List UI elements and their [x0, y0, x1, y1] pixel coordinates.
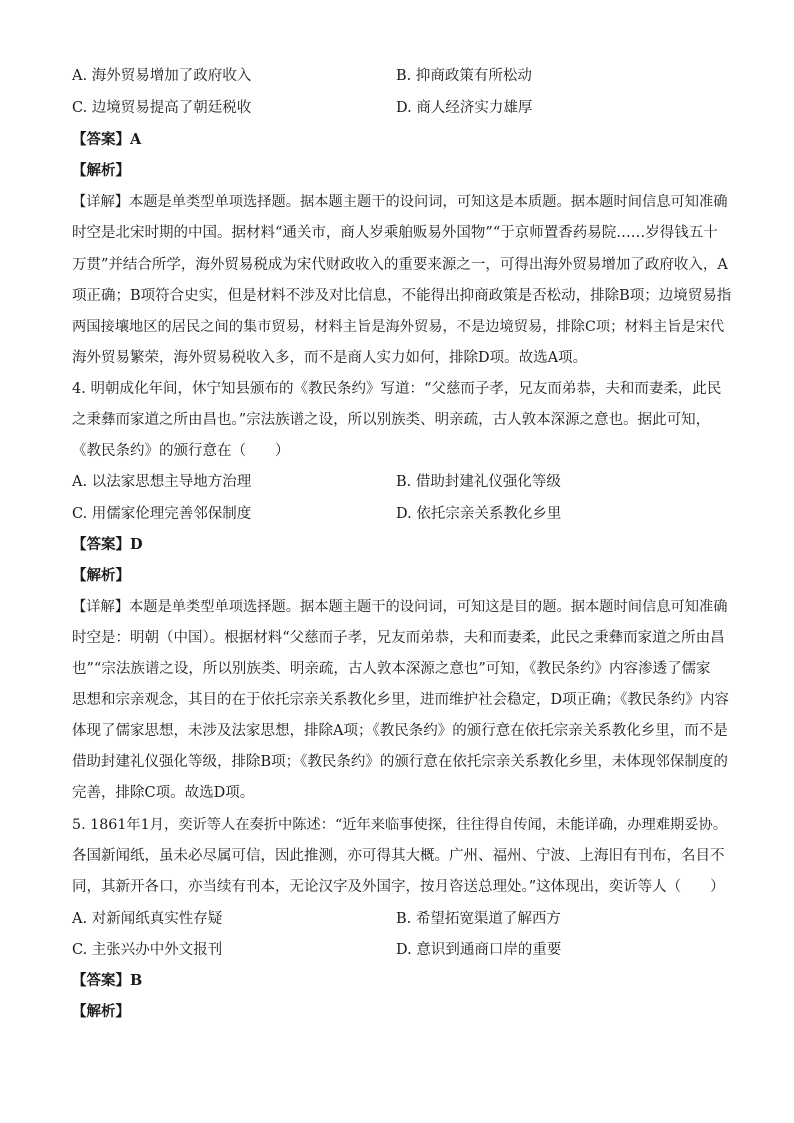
q3-option-b: B. 抑商政策有所松动 [396, 68, 532, 84]
q4-detail-line: 时空是：明朝（中国）。根据材料“父慈而子孝，兄友而弟恭，夫和而妻柔，此民之秉彝而家道之所由昌 [72, 630, 725, 646]
q3-detail-line: 万贯”并结合所学，海外贸易税成为宋代财政收入的重要来源之一，可得出海外贸易增加了政府收入，A [72, 257, 728, 273]
q5-option-a: A. 对新闻纸真实性存疑 [72, 911, 223, 927]
q4-detail-line: 也”“宗法族谱之设，所以别族类、明亲疏，古人敦本深源之意也”可知，《教民条约》内容渗透了儒家 [72, 661, 711, 677]
q4-stem-line: 4. 明朝成化年间，休宁知县颁布的《教民条约》写道：“父慈而子孝，兄友而弟恭，夫和而妻柔，此民 [72, 381, 722, 397]
q4-stem-line: 《教民条约》的颁行意在（ ） [72, 443, 290, 459]
q3-option-a: A. 海外贸易增加了政府收入 [72, 68, 252, 84]
q4-option-d: D. 依托宗亲关系教化乡里 [396, 506, 562, 522]
q5-option-d: D. 意识到通商口岸的重要 [396, 942, 562, 958]
q3-analysis-label: 【解析】 [72, 162, 130, 179]
q4-answer: 【答案】D [72, 536, 143, 553]
q5-answer: 【答案】B [72, 972, 143, 989]
q5-option-c: C. 主张兴办中外文报刊 [72, 942, 223, 958]
q3-detail-line: 海外贸易繁荣，海外贸易税收入多，而不是商人实力如何，排除D项。故选A项。 [72, 350, 588, 366]
q4-option-c: C. 用儒家伦理完善邻保制度 [72, 506, 252, 522]
q3-detail-line: 时空是北宋时期的中国。据材料“通关市，商人岁乘舶贩易外国物”“于京师置香药易院……岁得钱五十 [72, 225, 718, 241]
q5-stem-line: 各国新闻纸，虽未必尽属可信，因此推测，亦可得其大概。广州、福州、宁波、上海旧有刊布，名目不 [72, 848, 725, 864]
q5-analysis-label: 【解析】 [72, 1003, 130, 1020]
q4-analysis-label: 【解析】 [72, 567, 130, 584]
q4-option-b: B. 借助封建礼仪强化等级 [396, 474, 561, 490]
q3-detail-line: 项正确；B项符合史实，但是材料不涉及对比信息，不能得出抑商政策是否松动，排除B项；边境贸易指 [72, 288, 732, 304]
q4-stem-line: 之秉彝而家道之所由昌也。”宗法族谱之设，所以别族类、明亲疏，古人敦本深源之意也。据此可知， [72, 412, 711, 428]
q4-detail-line: 【详解】本题是单类型单项选择题。据本题主题干的设问词，可知这是目的题。据本题时间信息可知准确 [72, 599, 728, 615]
q4-detail-line: 借助封建礼仪强化等级，排除B项；《教民条约》的颁行意在依托宗亲关系教化乡里，未体现邻保制度的 [72, 754, 728, 770]
q3-detail-line: 【详解】本题是单类型单项选择题。据本题主题干的设问词，可知这是本质题。据本题时间信息可知准确 [72, 194, 728, 210]
q4-detail-line: 思想和宗亲观念，其目的在于依托宗亲关系教化乡里，进而维护社会稳定，D项正确；《教民条约》内容 [72, 692, 729, 708]
q5-stem-line: 同，其新开各口，亦当续有刊本，无论汉字及外国字，按月咨送总理处。”这体现出，奕䜣等人（ ） [72, 879, 725, 895]
q3-option-c: C. 边境贸易提高了朝廷税收 [72, 100, 252, 116]
q4-detail-line: 体现了儒家思想，未涉及法家思想，排除A项；《教民条约》的颁行意在依托宗亲关系教化乡里，而不是 [72, 723, 728, 739]
q4-detail-line: 完善，排除C项。故选D项。 [72, 785, 255, 801]
q3-answer: 【答案】A [72, 131, 142, 148]
q4-option-a: A. 以法家思想主导地方治理 [72, 474, 252, 490]
q3-option-d: D. 商人经济实力雄厚 [396, 100, 533, 116]
q5-stem-line: 5. 1861年1月，奕䜣等人在奏折中陈述：“近年来临事使探，往往得自传闻，未能详确，办理难期妥协。 [72, 817, 727, 833]
q3-detail-line: 两国接壤地区的居民之间的集市贸易，材料主旨是海外贸易，不是边境贸易，排除C项；材料主旨是宋代 [72, 319, 725, 335]
q5-option-b: B. 希望拓宽渠道了解西方 [396, 911, 561, 927]
